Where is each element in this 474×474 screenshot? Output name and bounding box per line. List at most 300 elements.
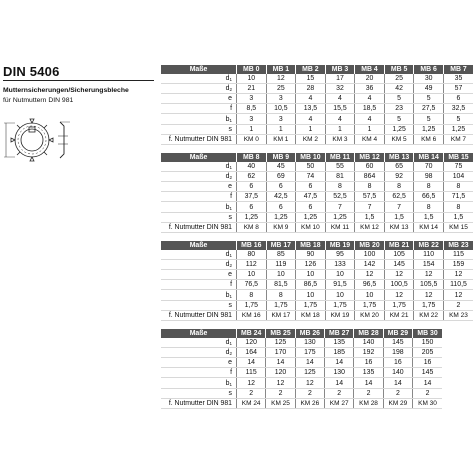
cell: 8 [414, 182, 444, 192]
cell: 14 [266, 358, 295, 368]
row-label-b1: $b_1$ [161, 290, 237, 300]
cell: 14 [413, 378, 442, 388]
dimension-table-4 [160, 329, 442, 409]
cell: 12 [384, 290, 414, 300]
cell: 6 [296, 182, 326, 192]
table-row [161, 172, 474, 182]
dimension-table-2 [160, 153, 473, 233]
row-label-b1: $b_1$ [161, 378, 237, 388]
cell: 110,5 [443, 280, 473, 290]
col-header: MB 12 [355, 153, 385, 162]
header-label: Maße [161, 153, 237, 162]
col-header: MB 9 [266, 153, 296, 162]
cell: 1,25 [266, 212, 296, 222]
table-row [161, 94, 474, 104]
col-header: MB 11 [325, 153, 355, 162]
cell: 125 [295, 368, 324, 378]
cell: 47,5 [296, 192, 326, 202]
cell: KM 24 [237, 398, 266, 408]
cell: 1,5 [414, 212, 444, 222]
cell: 6 [237, 182, 267, 192]
cell: 12 [237, 378, 266, 388]
title-divider [3, 80, 154, 81]
cell: 12 [266, 74, 296, 84]
cell: 1,25 [325, 212, 355, 222]
cell: 14 [325, 378, 354, 388]
cell: 1,75 [355, 300, 385, 310]
cell: KM 26 [295, 398, 324, 408]
cell: KM 28 [354, 398, 383, 408]
cell: 105 [384, 250, 414, 260]
cell: 125 [266, 338, 295, 348]
cell: 13,5 [296, 104, 326, 114]
cell: 5 [414, 114, 444, 124]
row-label-s: s [161, 212, 237, 222]
cell: KM 1 [266, 134, 296, 144]
cell: 6 [266, 202, 296, 212]
cell: 30 [414, 74, 444, 84]
cell: 57,5 [355, 192, 385, 202]
table-header-row [161, 65, 474, 74]
product-description: für Nutmuttern DIN 981 [3, 97, 74, 104]
col-header: MB 4 [355, 65, 385, 74]
cell: 12 [443, 290, 473, 300]
cell: 198 [383, 348, 412, 358]
cell: 15,5 [325, 104, 355, 114]
cell: KM 11 [325, 222, 355, 232]
cell: 1,25 [384, 124, 414, 134]
cell: 105,5 [414, 280, 444, 290]
row-label-nut: f. Nutmutter DIN 981 [161, 398, 237, 408]
cell: 50 [296, 162, 326, 172]
col-header: MB 0 [237, 65, 267, 74]
cell: 32,5 [443, 104, 473, 114]
table-row [161, 290, 474, 300]
cell: 52,5 [325, 192, 355, 202]
cell: 6 [237, 202, 267, 212]
cell: 4 [296, 94, 326, 104]
col-header: MB 7 [443, 65, 473, 74]
row-label-nut: f. Nutmutter DIN 981 [161, 222, 237, 232]
cell: 17 [325, 74, 355, 84]
cell: 35 [443, 74, 473, 84]
cell: 2 [413, 388, 442, 398]
col-header: MB 17 [266, 241, 296, 250]
cell: 86,5 [296, 280, 326, 290]
cell: KM 16 [237, 310, 267, 320]
table-header-row [161, 329, 443, 338]
cell: 71,5 [443, 192, 473, 202]
cell: KM 30 [413, 398, 442, 408]
cell: 1,25 [296, 212, 326, 222]
cell: KM 19 [325, 310, 355, 320]
cell: 90 [296, 250, 326, 260]
table-row [161, 378, 443, 388]
col-header: MB 14 [414, 153, 444, 162]
cell: 91,5 [325, 280, 355, 290]
cell: 2 [295, 388, 324, 398]
col-header: MB 2 [296, 65, 326, 74]
cell: KM 25 [266, 398, 295, 408]
cell: 25 [266, 84, 296, 94]
cell: 5 [384, 94, 414, 104]
col-header: MB 5 [384, 65, 414, 74]
col-header: MB 27 [325, 329, 354, 338]
cell: 864 [355, 172, 385, 182]
cell: KM 3 [325, 134, 355, 144]
table-row [161, 222, 474, 232]
cell: 14 [354, 378, 383, 388]
cell: 205 [413, 348, 442, 358]
table-row [161, 212, 474, 222]
row-label-e: e [161, 358, 237, 368]
cell: 1,5 [384, 212, 414, 222]
cell: 150 [413, 338, 442, 348]
col-header: MB 30 [413, 329, 442, 338]
cell: 185 [325, 348, 354, 358]
cell: 27,5 [414, 104, 444, 114]
cell: 10 [355, 290, 385, 300]
table-row [161, 368, 443, 378]
row-label-nut: f. Nutmutter DIN 981 [161, 134, 237, 144]
cell: 8 [355, 182, 385, 192]
cell: 112 [237, 260, 267, 270]
cell: 70 [414, 162, 444, 172]
cell: 8,5 [237, 104, 267, 114]
cell: 10 [237, 74, 267, 84]
table-row [161, 202, 474, 212]
cell: 1 [237, 124, 267, 134]
cell: 40 [237, 162, 267, 172]
cell: 12 [414, 270, 444, 280]
cell: 120 [237, 338, 266, 348]
table-row [161, 162, 474, 172]
cell: 18,5 [355, 104, 385, 114]
cell: 120 [266, 368, 295, 378]
cell: 12 [384, 270, 414, 280]
cell: KM 13 [384, 222, 414, 232]
cell: 5 [384, 114, 414, 124]
cell: 14 [325, 358, 354, 368]
cell: 32 [325, 84, 355, 94]
cell: 1,25 [237, 212, 267, 222]
cell: KM 14 [414, 222, 444, 232]
cell: 6 [296, 202, 326, 212]
cell: KM 15 [443, 222, 473, 232]
col-header: MB 3 [325, 65, 355, 74]
dimension-table-3 [160, 241, 473, 321]
cell: 37,5 [237, 192, 267, 202]
cell: 5 [443, 114, 473, 124]
row-label-f: f [161, 192, 237, 202]
cell: 8 [266, 290, 296, 300]
cell: 21 [237, 84, 267, 94]
row-label-d2: $d_2$ [161, 260, 237, 270]
cell: 192 [354, 348, 383, 358]
cell: KM 2 [296, 134, 326, 144]
cell: 92 [384, 172, 414, 182]
cell: 60 [355, 162, 385, 172]
table-row [161, 398, 443, 408]
cell: 4 [325, 94, 355, 104]
cell: 14 [295, 358, 324, 368]
row-label-d1: $d_1$ [161, 74, 237, 84]
cell: 1,75 [325, 300, 355, 310]
cell: 8 [384, 182, 414, 192]
row-label-d2: $d_2$ [161, 172, 237, 182]
col-header: MB 23 [443, 241, 473, 250]
col-header: MB 10 [296, 153, 326, 162]
table-header-row [161, 153, 474, 162]
cell: 4 [325, 114, 355, 124]
cell: 95 [325, 250, 355, 260]
cell: 140 [354, 338, 383, 348]
cell: 2 [443, 300, 473, 310]
cell: 81,5 [266, 280, 296, 290]
table-row [161, 250, 474, 260]
cell: 175 [295, 348, 324, 358]
cell: 170 [266, 348, 295, 358]
row-label-e: e [161, 94, 237, 104]
row-label-b1: $b_1$ [161, 114, 237, 124]
cell: 135 [325, 338, 354, 348]
table-row [161, 348, 443, 358]
cell: 6 [443, 94, 473, 104]
cell: 16 [383, 358, 412, 368]
cell: 130 [295, 338, 324, 348]
cell: 7 [355, 202, 385, 212]
cell: 142 [355, 260, 385, 270]
cell: 1,75 [266, 300, 296, 310]
cell: 2 [354, 388, 383, 398]
cell: 49 [414, 84, 444, 94]
col-header: MB 20 [355, 241, 385, 250]
cell: 1 [355, 124, 385, 134]
cell: 45 [266, 162, 296, 172]
table-row [161, 300, 474, 310]
row-label-s: s [161, 300, 237, 310]
cell: 12 [443, 270, 473, 280]
cell: 10 [237, 270, 267, 280]
col-header: MB 13 [384, 153, 414, 162]
cell: 81 [325, 172, 355, 182]
cell: 115 [237, 368, 266, 378]
cell: KM 23 [443, 310, 473, 320]
row-label-f: f [161, 280, 237, 290]
cell: 8 [325, 182, 355, 192]
cell: 1,25 [414, 124, 444, 134]
cell: 164 [237, 348, 266, 358]
cell: 57 [443, 84, 473, 94]
row-label-f: f [161, 104, 237, 114]
cell: 16 [413, 358, 442, 368]
cell: 145 [384, 260, 414, 270]
cell: 8 [443, 182, 473, 192]
row-label-s: s [161, 124, 237, 134]
cell: 2 [237, 388, 266, 398]
col-header: MB 24 [237, 329, 266, 338]
cell: 4 [296, 114, 326, 124]
table-header-row [161, 241, 474, 250]
cell: 1,75 [237, 300, 267, 310]
col-header: MB 26 [295, 329, 324, 338]
cell: KM 7 [443, 134, 473, 144]
table-row [161, 358, 443, 368]
cell: 126 [296, 260, 326, 270]
cell: 1 [266, 124, 296, 134]
header-label: Maße [161, 329, 237, 338]
cell: 1 [325, 124, 355, 134]
header-label: Maße [161, 65, 237, 74]
cell: 76,5 [237, 280, 267, 290]
cell: 104 [443, 172, 473, 182]
cell: 7 [384, 202, 414, 212]
cell: 12 [266, 378, 295, 388]
col-header: MB 21 [384, 241, 414, 250]
cell: KM 12 [355, 222, 385, 232]
table-row [161, 338, 443, 348]
row-label-e: e [161, 182, 237, 192]
cell: 65 [384, 162, 414, 172]
cell: 154 [414, 260, 444, 270]
cell: 5 [414, 94, 444, 104]
cell: KM 6 [414, 134, 444, 144]
cell: 100 [355, 250, 385, 260]
cell: 1,5 [355, 212, 385, 222]
cell: 74 [296, 172, 326, 182]
cell: 3 [237, 114, 267, 124]
cell: 2 [325, 388, 354, 398]
cell: 16 [354, 358, 383, 368]
cell: 1,75 [384, 300, 414, 310]
cell: 36 [355, 84, 385, 94]
cell: 23 [384, 104, 414, 114]
row-label-d1: $d_1$ [161, 250, 237, 260]
cell: KM 17 [266, 310, 296, 320]
cell: KM 8 [237, 222, 267, 232]
cell: 1,25 [443, 124, 473, 134]
cell: KM 10 [296, 222, 326, 232]
table-row [161, 124, 474, 134]
col-header: MB 8 [237, 153, 267, 162]
cell: 100,5 [384, 280, 414, 290]
cell: 130 [325, 368, 354, 378]
table-row [161, 280, 474, 290]
cell: 8 [443, 202, 473, 212]
cell: 85 [266, 250, 296, 260]
row-label-d1: $d_1$ [161, 338, 237, 348]
dimension-table-1 [160, 65, 473, 145]
table-row [161, 388, 443, 398]
col-header: MB 18 [296, 241, 326, 250]
table-row [161, 182, 474, 192]
row-label-d1: $d_1$ [161, 162, 237, 172]
cell: 115 [443, 250, 473, 260]
cell: 69 [266, 172, 296, 182]
cell: KM 20 [355, 310, 385, 320]
col-header: MB 15 [443, 153, 473, 162]
cell: 10 [296, 290, 326, 300]
cell: 1,75 [414, 300, 444, 310]
row-label-s: s [161, 388, 237, 398]
col-header: MB 22 [414, 241, 444, 250]
cell: 4 [355, 114, 385, 124]
cell: 3 [266, 114, 296, 124]
table-row [161, 270, 474, 280]
cell: 1,75 [296, 300, 326, 310]
cell: 135 [354, 368, 383, 378]
cell: 1 [296, 124, 326, 134]
table-row [161, 134, 474, 144]
cell: 3 [237, 94, 267, 104]
col-header: MB 6 [414, 65, 444, 74]
cell: 110 [414, 250, 444, 260]
col-header: MB 28 [354, 329, 383, 338]
cell: 25 [384, 74, 414, 84]
col-header: MB 16 [237, 241, 267, 250]
cell: KM 29 [383, 398, 412, 408]
cell: 12 [414, 290, 444, 300]
cell: 12 [355, 270, 385, 280]
row-label-nut: f. Nutmutter DIN 981 [161, 310, 237, 320]
cell: 145 [413, 368, 442, 378]
cell: 75 [443, 162, 473, 172]
cell: KM 9 [266, 222, 296, 232]
cell: KM 0 [237, 134, 267, 144]
table-row [161, 192, 474, 202]
cell: 133 [325, 260, 355, 270]
table-row [161, 260, 474, 270]
cell: 10 [296, 270, 326, 280]
cell: 10 [266, 270, 296, 280]
cell: 10 [325, 270, 355, 280]
row-label-e: e [161, 270, 237, 280]
col-header: MB 19 [325, 241, 355, 250]
col-header: MB 25 [266, 329, 295, 338]
row-label-f: f [161, 368, 237, 378]
cell: 7 [325, 202, 355, 212]
cell: 80 [237, 250, 267, 260]
cell: 8 [414, 202, 444, 212]
cell: 4 [355, 94, 385, 104]
cell: 96,5 [355, 280, 385, 290]
cell: 14 [237, 358, 266, 368]
cell: 42,5 [266, 192, 296, 202]
cell: 55 [325, 162, 355, 172]
cell: 15 [296, 74, 326, 84]
table-row [161, 84, 474, 94]
cell: 140 [383, 368, 412, 378]
cell: 6 [266, 182, 296, 192]
row-label-b1: $b_1$ [161, 202, 237, 212]
cell: KM 5 [384, 134, 414, 144]
cell: 3 [266, 94, 296, 104]
cell: KM 22 [414, 310, 444, 320]
page-title: DIN 5406 [3, 64, 60, 79]
cell: 12 [295, 378, 324, 388]
cell: 20 [355, 74, 385, 84]
lock-washer-drawing [2, 112, 74, 168]
cell: 145 [383, 338, 412, 348]
cell: KM 18 [296, 310, 326, 320]
table-row [161, 114, 474, 124]
cell: 28 [296, 84, 326, 94]
cell: 159 [443, 260, 473, 270]
col-header: MB 29 [383, 329, 412, 338]
header-label: Maße [161, 241, 237, 250]
cell: KM 21 [384, 310, 414, 320]
row-label-d2: $d_2$ [161, 84, 237, 94]
